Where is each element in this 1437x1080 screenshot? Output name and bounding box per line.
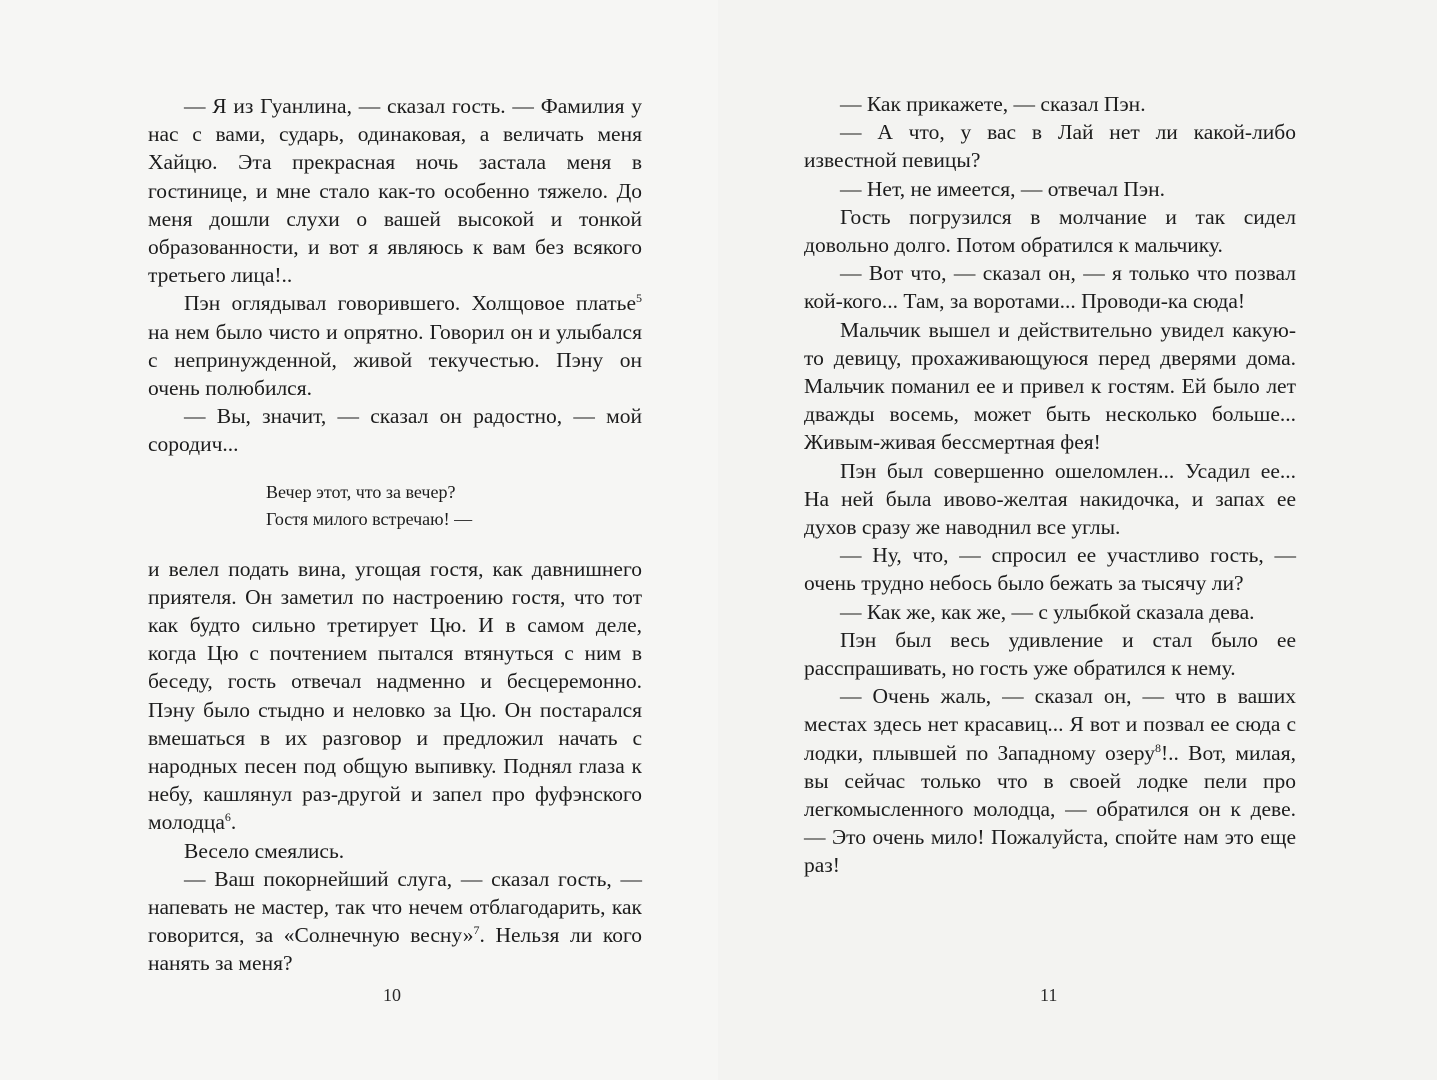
paragraph: [148, 92, 642, 289]
paragraph-text: Пэн был совершенно ошеломлен... Усадил ее... На ней была ивово-желтая накидочка, и запах ее духов сразу же наводнил все углы.: [804, 458, 1296, 540]
paragraph: [804, 457, 1296, 542]
paragraph: [804, 203, 1296, 259]
paragraph-text: Пэн был весь удивление и стал было ее расспрашивать, но гость уже обратился к нему.: [804, 627, 1296, 681]
paragraph-text: Весело смеялись.: [184, 838, 345, 863]
paragraph-text: . Нельзя ли кого нанять за меня?: [148, 923, 642, 976]
paragraph-text: на нем было чисто и опрятно. Говорил он и улыбался с непринужденной, живой текучестью. Пэну он очень полюбился.: [148, 319, 642, 401]
paragraph-text: — Как прикажете, — сказал Пэн.: [840, 92, 1146, 116]
footnote-marker: 7: [473, 923, 480, 938]
paragraph: [148, 865, 642, 978]
paragraph-text: — Нет, не имеется, — отвечал Пэн.: [840, 176, 1165, 201]
paragraph: [804, 316, 1296, 457]
paragraph: [148, 289, 642, 402]
paragraph: [148, 402, 642, 458]
verse-block: [148, 479, 642, 533]
paragraph-text: — Вы, значит, — сказал он радостно, — мой сородич...: [148, 404, 642, 457]
paragraph: [804, 682, 1296, 879]
footnote-marker: 5: [636, 291, 642, 306]
paragraph-text: Пэн оглядывал говорившего. Холщовое платье: [184, 291, 636, 316]
paragraph-text: и велел подать вина, угощая гостя, как давнишнего приятеля. Он заметил по настроению гостя, что тот как будто сильно третирует Цю. И в самом деле, когда Цю с почтением пытался втянуться с ним в беседу, гость отвечал надменно и бесцеремонно. Пэну было стыдно и неловко за Цю. Он постарался вмешаться в их разговор и предложил начать с народных песен под общую выпивку. Поднял глаза к небу, кашлянул раз-другой и запел про фуфэнского молодца: [148, 556, 642, 835]
left-page-text: [148, 92, 642, 978]
paragraph: [804, 541, 1296, 597]
page-number: 11: [1040, 985, 1058, 1005]
paragraph: [804, 598, 1296, 626]
paragraph: [804, 118, 1296, 174]
paragraph-text: — Я из Гуанлина, — сказал гость. — Фамилия у нас с вами, сударь, одинаковая, а величать меня Хайцю. Эта прекрасная ночь застала меня в гостинице, и мне стало как-то особенно тяжело. До меня дошли слухи о вашей высокой и тонкой образованности, и вот я являюсь к вам без всякого третьего лица!..: [148, 94, 642, 288]
verse-line: Вечер этот, что за вечер?: [266, 481, 456, 502]
verse-line: Гостя милого встречаю! —: [266, 508, 473, 529]
paragraph-text: .: [230, 810, 237, 835]
paragraph-text: Мальчик вышел и действительно увидел какую-то девицу, прохаживающуюся перед дверями дома. Мальчик поманил ее и привел к гостям. Ей было лет дважды восемь, может быть несколько больше... Живым-живая бессмертная фея!: [804, 317, 1296, 455]
footnote-marker: 6: [224, 810, 231, 825]
paragraph-text: — Ну, что, — спросил ее участливо гость, — очень трудно небось было бежать за тысячу ли?: [804, 543, 1296, 596]
paragraph-text: — Как же, как же, — с улыбкой сказала дева.: [840, 599, 1255, 624]
paragraph-text: — Очень жаль, — сказал он, — что в ваших местах здесь нет красавиц... Я вот и позвал ее сюда с лодки, плывшей по Западному озеру: [804, 684, 1296, 765]
paragraph-text: — А что, у вас в Лай нет ли какой-либо известной певицы?: [804, 120, 1296, 173]
paragraph-text: Гость погрузился в молчание и так сидел довольно долго. Потом обратился к мальчику.: [804, 204, 1296, 258]
paragraph-text: — Ваш покорнейший слуга, — сказал гость, — напевать не мастер, так что нечем отблагодарить, как говорится, за «Солнечную весну»: [148, 866, 642, 948]
right-page-text: [804, 90, 1296, 880]
paragraph: [804, 259, 1296, 315]
paragraph: [804, 626, 1296, 682]
right-page: [718, 0, 1437, 1080]
paragraph: [148, 837, 642, 865]
left-page: [0, 0, 718, 1080]
page-number: 10: [383, 985, 401, 1005]
paragraph: [148, 555, 642, 837]
paragraph: [804, 90, 1296, 118]
paragraph: [804, 175, 1296, 203]
paragraph-text: !.. Вот, милая, вы сейчас только что в своей лодке пели про легкомысленного молодца, — обратился он к деве. — Это очень мило! Пожалуйста, спойте нам это еще раз!: [804, 740, 1296, 878]
footnote-marker: 8: [1155, 740, 1161, 755]
paragraph-text: — Вот что, — сказал он, — я только что позвал кой-кого... Там, за воротами... Проводи-ка сюда!: [804, 261, 1296, 314]
